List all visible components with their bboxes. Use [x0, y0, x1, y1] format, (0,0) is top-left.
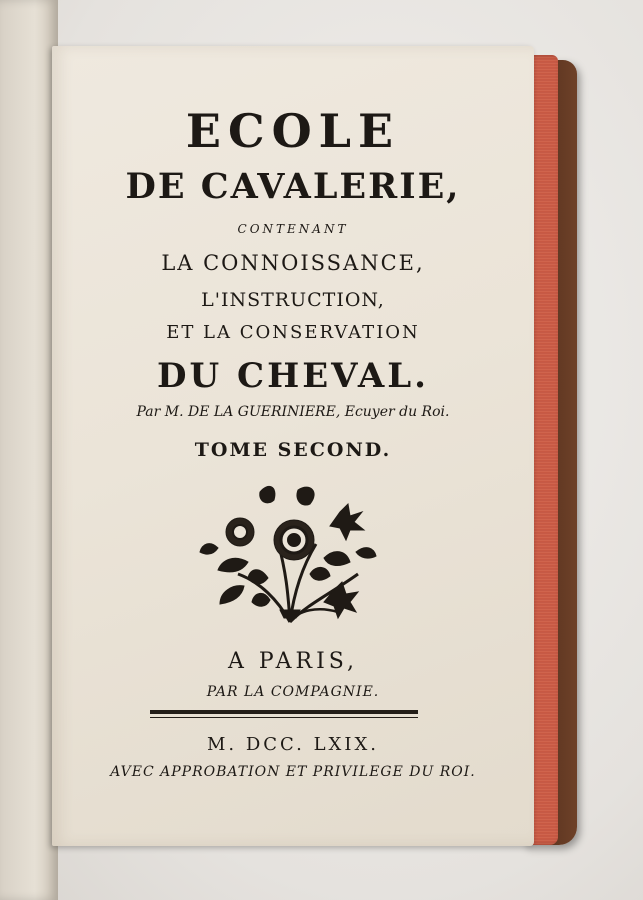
thin-rule	[150, 717, 418, 718]
left-page	[0, 0, 58, 900]
title-line-3: DU CHEVAL.	[157, 356, 429, 396]
thick-rule	[150, 710, 418, 714]
author-line: Par M. DE LA GUERINIERE, Ecuyer du Roi.	[136, 404, 450, 420]
title-line-2: DE CAVALERIE,	[125, 166, 461, 207]
imprint-publisher: PAR LA COMPAGNIE.	[206, 684, 380, 700]
subtitle-line-1: LA CONNOISSANCE,	[161, 251, 425, 275]
volume-line: TOME SECOND.	[194, 439, 392, 461]
imprint-place: A PARIS,	[227, 649, 359, 674]
subtitle-contenant: CONTENANT	[237, 222, 349, 236]
subtitle-line-2: L'INSTRUCTION,	[201, 289, 385, 311]
imprint-year: M. DCC. LXIX.	[206, 734, 380, 755]
floral-bouquet-icon	[198, 482, 378, 632]
privilege-line: AVEC APPROBATION ET PRIVILEGE DU ROI.	[110, 764, 476, 780]
subtitle-line-3: ET LA CONSERVATION	[166, 322, 420, 343]
title-page	[52, 46, 534, 846]
left-page-bleed-through	[2, 250, 52, 470]
title-line-1: ECOLE	[185, 104, 401, 158]
